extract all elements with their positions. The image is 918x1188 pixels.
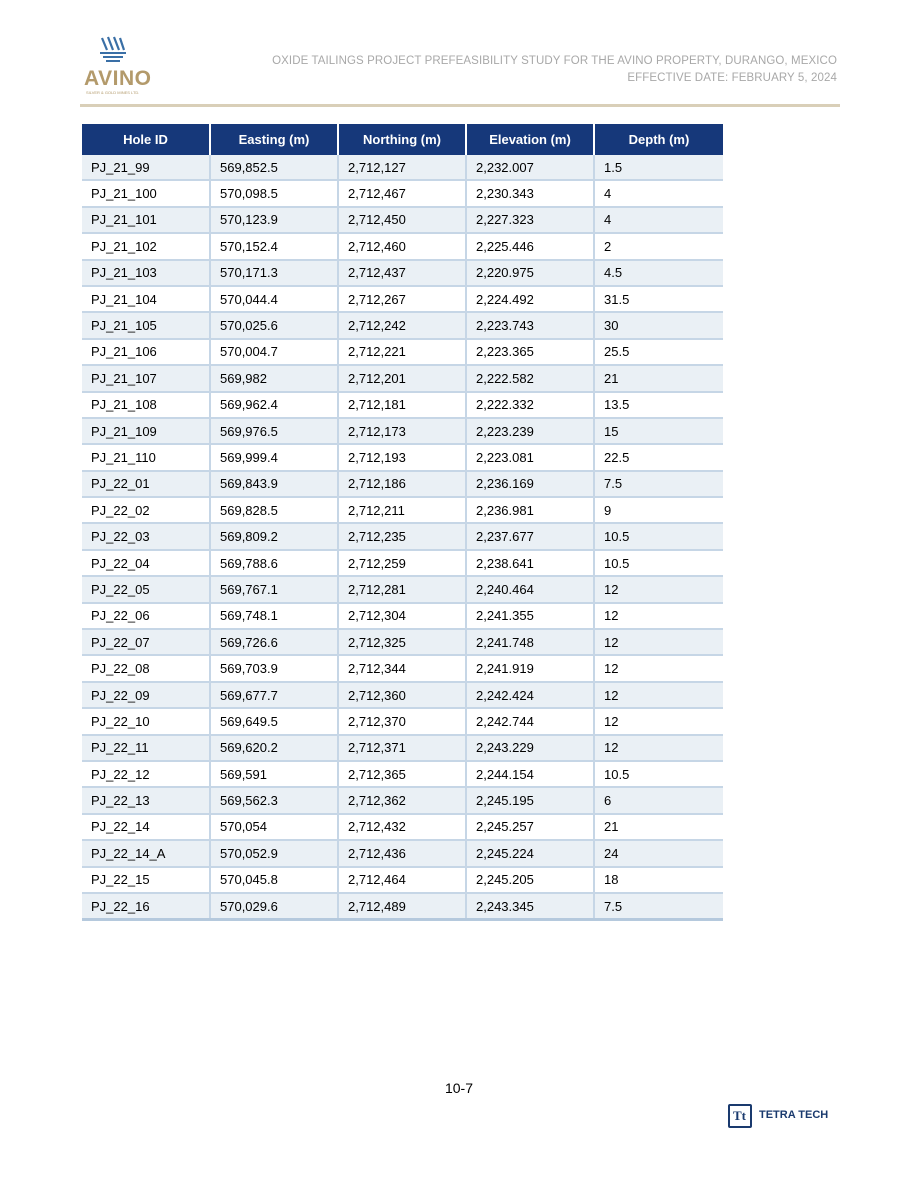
depth-cell: 1.5 <box>594 155 723 180</box>
table-row <box>82 207 723 233</box>
drill-hole-table <box>82 124 723 921</box>
elevation-cell: 2,236.981 <box>466 497 594 523</box>
elevation-cell: 2,245.195 <box>466 787 594 813</box>
northing-cell: 2,712,344 <box>338 655 466 681</box>
easting-cell: 569,562.3 <box>210 787 338 813</box>
northing-cell: 2,712,489 <box>338 893 466 920</box>
elevation-cell: 2,223.743 <box>466 312 594 338</box>
depth-cell: 22.5 <box>594 444 723 470</box>
hole-id-cell: PJ_22_12 <box>82 761 210 787</box>
easting-cell: 570,029.6 <box>210 893 338 920</box>
elevation-cell: 2,236.169 <box>466 471 594 497</box>
hole-id-cell: PJ_21_104 <box>82 286 210 312</box>
table-row <box>82 497 723 523</box>
tetra-tech-mark-text: Tt <box>733 1108 746 1123</box>
table-row <box>82 339 723 365</box>
hole-id-cell: PJ_21_103 <box>82 260 210 286</box>
northing-cell: 2,712,436 <box>338 840 466 866</box>
hole-id-cell: PJ_21_108 <box>82 392 210 418</box>
table-row <box>82 708 723 734</box>
elevation-cell: 2,238.641 <box>466 550 594 576</box>
depth-cell: 12 <box>594 735 723 761</box>
table-row <box>82 576 723 602</box>
hole-id-cell: PJ_21_110 <box>82 444 210 470</box>
elevation-cell: 2,243.345 <box>466 893 594 920</box>
depth-cell: 30 <box>594 312 723 338</box>
tetra-tech-mark-icon <box>728 1104 752 1128</box>
depth-cell: 21 <box>594 365 723 391</box>
depth-cell: 21 <box>594 814 723 840</box>
easting-cell: 570,123.9 <box>210 207 338 233</box>
easting-cell: 569,976.5 <box>210 418 338 444</box>
hole-id-cell: PJ_21_101 <box>82 207 210 233</box>
header-effective-date: EFFECTIVE DATE: FEBRUARY 5, 2024 <box>627 72 837 84</box>
elevation-cell: 2,230.343 <box>466 180 594 206</box>
easting-cell: 569,852.5 <box>210 155 338 180</box>
northing-cell: 2,712,437 <box>338 260 466 286</box>
hole-id-cell: PJ_22_04 <box>82 550 210 576</box>
easting-cell: 569,649.5 <box>210 708 338 734</box>
northing-cell: 2,712,181 <box>338 392 466 418</box>
hole-id-cell: PJ_21_100 <box>82 180 210 206</box>
table-row <box>82 286 723 312</box>
depth-cell: 15 <box>594 418 723 444</box>
depth-cell: 24 <box>594 840 723 866</box>
elevation-cell: 2,222.582 <box>466 365 594 391</box>
table-row <box>82 180 723 206</box>
northing-cell: 2,712,464 <box>338 867 466 893</box>
northing-cell: 2,712,362 <box>338 787 466 813</box>
hole-id-cell: PJ_22_01 <box>82 471 210 497</box>
table-row <box>82 761 723 787</box>
elevation-cell: 2,241.355 <box>466 603 594 629</box>
northing-cell: 2,712,450 <box>338 207 466 233</box>
easting-cell: 569,703.9 <box>210 655 338 681</box>
table-row <box>82 471 723 497</box>
easting-cell: 569,828.5 <box>210 497 338 523</box>
hole-id-cell: PJ_22_06 <box>82 603 210 629</box>
column-header-hole-id: Hole ID <box>82 124 210 155</box>
northing-cell: 2,712,360 <box>338 682 466 708</box>
northing-cell: 2,712,201 <box>338 365 466 391</box>
elevation-cell: 2,244.154 <box>466 761 594 787</box>
elevation-cell: 2,224.492 <box>466 286 594 312</box>
elevation-cell: 2,223.365 <box>466 339 594 365</box>
hole-id-cell: PJ_21_106 <box>82 339 210 365</box>
table-row <box>82 814 723 840</box>
elevation-cell: 2,223.081 <box>466 444 594 470</box>
depth-cell: 6 <box>594 787 723 813</box>
table-row <box>82 629 723 655</box>
easting-cell: 569,677.7 <box>210 682 338 708</box>
hole-id-cell: PJ_22_14 <box>82 814 210 840</box>
northing-cell: 2,712,221 <box>338 339 466 365</box>
hole-id-cell: PJ_22_16 <box>82 893 210 920</box>
header-divider <box>80 104 840 107</box>
easting-cell: 569,767.1 <box>210 576 338 602</box>
northing-cell: 2,712,365 <box>338 761 466 787</box>
easting-cell: 570,052.9 <box>210 840 338 866</box>
northing-cell: 2,712,259 <box>338 550 466 576</box>
document-header <box>272 53 837 87</box>
depth-cell: 10.5 <box>594 550 723 576</box>
elevation-cell: 2,220.975 <box>466 260 594 286</box>
logo-subtitle: SILVER & GOLD MINES LTD. <box>86 90 140 95</box>
column-header-northing: Northing (m) <box>338 124 466 155</box>
hole-id-cell: PJ_22_11 <box>82 735 210 761</box>
table-row <box>82 682 723 708</box>
depth-cell: 12 <box>594 629 723 655</box>
elevation-cell: 2,222.332 <box>466 392 594 418</box>
easting-cell: 569,982 <box>210 365 338 391</box>
easting-cell: 570,054 <box>210 814 338 840</box>
northing-cell: 2,712,211 <box>338 497 466 523</box>
elevation-cell: 2,240.464 <box>466 576 594 602</box>
hole-id-cell: PJ_22_02 <box>82 497 210 523</box>
table-row <box>82 260 723 286</box>
northing-cell: 2,712,281 <box>338 576 466 602</box>
table-row <box>82 893 723 920</box>
hole-id-cell: PJ_22_05 <box>82 576 210 602</box>
table-body <box>82 155 723 920</box>
northing-cell: 2,712,242 <box>338 312 466 338</box>
logo-wordmark: AVINO <box>84 67 152 90</box>
easting-cell: 569,620.2 <box>210 735 338 761</box>
hole-id-cell: PJ_22_03 <box>82 523 210 549</box>
easting-cell: 569,748.1 <box>210 603 338 629</box>
tetra-tech-logo <box>728 1104 838 1132</box>
table-row <box>82 233 723 259</box>
depth-cell: 25.5 <box>594 339 723 365</box>
easting-cell: 569,843.9 <box>210 471 338 497</box>
table-row <box>82 735 723 761</box>
elevation-cell: 2,245.205 <box>466 867 594 893</box>
avino-emblem-icon <box>96 36 130 68</box>
depth-cell: 7.5 <box>594 471 723 497</box>
northing-cell: 2,712,304 <box>338 603 466 629</box>
easting-cell: 570,152.4 <box>210 233 338 259</box>
elevation-cell: 2,241.919 <box>466 655 594 681</box>
hole-id-cell: PJ_21_99 <box>82 155 210 180</box>
northing-cell: 2,712,193 <box>338 444 466 470</box>
table-row <box>82 155 723 180</box>
northing-cell: 2,712,467 <box>338 180 466 206</box>
depth-cell: 12 <box>594 655 723 681</box>
elevation-cell: 2,242.424 <box>466 682 594 708</box>
easting-cell: 569,809.2 <box>210 523 338 549</box>
column-header-elevation: Elevation (m) <box>466 124 594 155</box>
elevation-cell: 2,225.446 <box>466 233 594 259</box>
depth-cell: 2 <box>594 233 723 259</box>
depth-cell: 7.5 <box>594 893 723 920</box>
hole-id-cell: PJ_21_102 <box>82 233 210 259</box>
table-row <box>82 392 723 418</box>
table-row <box>82 550 723 576</box>
easting-cell: 569,962.4 <box>210 392 338 418</box>
hole-id-cell: PJ_22_13 <box>82 787 210 813</box>
table-row <box>82 365 723 391</box>
table-row <box>82 418 723 444</box>
depth-cell: 4.5 <box>594 260 723 286</box>
table-row <box>82 603 723 629</box>
hole-id-cell: PJ_21_105 <box>82 312 210 338</box>
depth-cell: 12 <box>594 708 723 734</box>
elevation-cell: 2,227.323 <box>466 207 594 233</box>
elevation-cell: 2,243.229 <box>466 735 594 761</box>
northing-cell: 2,712,173 <box>338 418 466 444</box>
depth-cell: 12 <box>594 603 723 629</box>
header-title: OXIDE TAILINGS PROJECT PREFEASIBILITY STUDY FOR THE AVINO PROPERTY, DURANGO, MEXICO <box>272 55 837 67</box>
northing-cell: 2,712,267 <box>338 286 466 312</box>
hole-id-cell: PJ_22_07 <box>82 629 210 655</box>
column-header-easting: Easting (m) <box>210 124 338 155</box>
hole-id-cell: PJ_22_10 <box>82 708 210 734</box>
page-number: 10-7 <box>444 1080 474 1096</box>
avino-logo <box>84 36 158 100</box>
northing-cell: 2,712,325 <box>338 629 466 655</box>
easting-cell: 570,025.6 <box>210 312 338 338</box>
northing-cell: 2,712,371 <box>338 735 466 761</box>
elevation-cell: 2,232.007 <box>466 155 594 180</box>
northing-cell: 2,712,127 <box>338 155 466 180</box>
table-row <box>82 523 723 549</box>
hole-id-cell: PJ_21_107 <box>82 365 210 391</box>
northing-cell: 2,712,370 <box>338 708 466 734</box>
hole-id-cell: PJ_22_08 <box>82 655 210 681</box>
table-row <box>82 787 723 813</box>
easting-cell: 570,171.3 <box>210 260 338 286</box>
easting-cell: 569,591 <box>210 761 338 787</box>
table-header-row <box>82 124 723 155</box>
depth-cell: 12 <box>594 682 723 708</box>
table-row <box>82 655 723 681</box>
easting-cell: 570,004.7 <box>210 339 338 365</box>
elevation-cell: 2,223.239 <box>466 418 594 444</box>
elevation-cell: 2,245.224 <box>466 840 594 866</box>
depth-cell: 4 <box>594 207 723 233</box>
column-header-depth: Depth (m) <box>594 124 723 155</box>
depth-cell: 10.5 <box>594 761 723 787</box>
elevation-cell: 2,242.744 <box>466 708 594 734</box>
depth-cell: 18 <box>594 867 723 893</box>
table-row <box>82 867 723 893</box>
table-row <box>82 444 723 470</box>
hole-id-cell: PJ_21_109 <box>82 418 210 444</box>
easting-cell: 569,999.4 <box>210 444 338 470</box>
northing-cell: 2,712,460 <box>338 233 466 259</box>
easting-cell: 569,726.6 <box>210 629 338 655</box>
elevation-cell: 2,241.748 <box>466 629 594 655</box>
easting-cell: 570,044.4 <box>210 286 338 312</box>
hole-id-cell: PJ_22_14_A <box>82 840 210 866</box>
depth-cell: 4 <box>594 180 723 206</box>
depth-cell: 10.5 <box>594 523 723 549</box>
elevation-cell: 2,245.257 <box>466 814 594 840</box>
northing-cell: 2,712,186 <box>338 471 466 497</box>
easting-cell: 569,788.6 <box>210 550 338 576</box>
depth-cell: 9 <box>594 497 723 523</box>
table-row <box>82 312 723 338</box>
hole-id-cell: PJ_22_15 <box>82 867 210 893</box>
easting-cell: 570,045.8 <box>210 867 338 893</box>
tetra-tech-wordmark: TETRA TECH <box>759 1109 829 1121</box>
northing-cell: 2,712,432 <box>338 814 466 840</box>
elevation-cell: 2,237.677 <box>466 523 594 549</box>
table-row <box>82 840 723 866</box>
depth-cell: 31.5 <box>594 286 723 312</box>
depth-cell: 12 <box>594 576 723 602</box>
hole-id-cell: PJ_22_09 <box>82 682 210 708</box>
easting-cell: 570,098.5 <box>210 180 338 206</box>
northing-cell: 2,712,235 <box>338 523 466 549</box>
depth-cell: 13.5 <box>594 392 723 418</box>
